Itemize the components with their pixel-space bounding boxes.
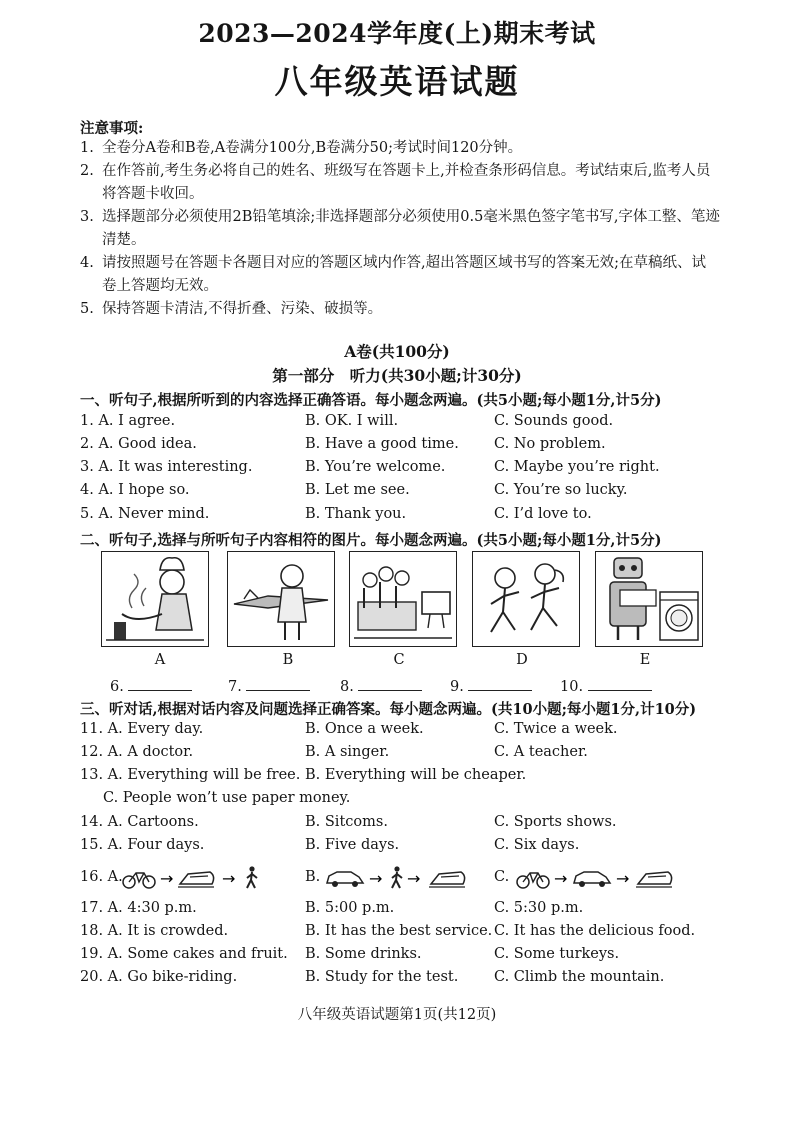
car-icon	[327, 872, 363, 887]
picture-label: B	[282, 652, 294, 668]
option-c: C. 5:30 p.m.	[494, 900, 584, 916]
bicycle-icon	[123, 873, 155, 888]
question-row	[80, 837, 730, 859]
answer-blank[interactable]	[246, 676, 310, 691]
answer-blank[interactable]	[128, 676, 192, 691]
answer-blank[interactable]	[588, 676, 652, 691]
answer-blank[interactable]	[468, 676, 532, 691]
question-row	[80, 900, 730, 922]
option-a: 5. A. Never mind.	[80, 506, 210, 522]
notice-num: 1.	[80, 140, 94, 156]
question-row	[80, 946, 730, 968]
car-icon	[574, 872, 610, 887]
option-b: B. Study for the test.	[305, 969, 459, 985]
notice-item	[80, 298, 720, 321]
option-c: C. It has the delicious food.	[494, 923, 696, 939]
option-a: 16. A.	[80, 869, 123, 885]
notice-item	[80, 160, 720, 206]
option-c: C. I’d love to.	[494, 506, 592, 522]
question-row	[80, 721, 730, 743]
option-a: 18. A. It is crowded.	[80, 923, 229, 939]
answer-blanks	[110, 676, 710, 698]
notice-num: 5.	[80, 301, 94, 317]
notice-item	[80, 252, 720, 298]
question-row	[80, 790, 730, 812]
section2-instruction: 二、听句子,选择与所听句子内容相符的图片。每小题念两遍。(共5小题;每小题1分,计5分)	[80, 532, 662, 549]
notice-text: 全卷分A卷和B卷,A卷满分100分,B卷满分50;考试时间120分钟。	[102, 140, 523, 156]
option-c: C.	[494, 869, 510, 885]
question-row	[80, 767, 730, 789]
part1-heading: 第一部分 听力(共30小题;计30分)	[272, 366, 522, 385]
option-a: 11. A. Every day.	[80, 721, 204, 737]
option-c: C. People won’t use paper money.	[103, 790, 351, 806]
arrow-icon: →	[407, 869, 421, 888]
bicycle-icon	[517, 873, 549, 888]
blank-number: 6.	[110, 679, 124, 695]
option-b: B. Five days.	[305, 837, 400, 853]
option-b: B. Some drinks.	[305, 946, 422, 962]
option-c: C. A teacher.	[494, 744, 588, 760]
option-c: C. Some turkeys.	[494, 946, 620, 962]
answer-blank[interactable]	[358, 676, 422, 691]
blank-number: 10.	[560, 679, 584, 695]
question-row	[80, 923, 730, 945]
family-watching-tv-icon	[349, 551, 457, 647]
option-b: B. It has the best service.	[305, 923, 493, 939]
section-a-heading: A卷(共100分)	[344, 342, 450, 361]
option-b: B. Let me see.	[305, 482, 410, 498]
notice-num: 4.	[80, 255, 94, 271]
question-row	[80, 482, 730, 504]
blank-number: 9.	[450, 679, 464, 695]
option-b: B.	[305, 869, 321, 885]
walking-person-icon	[247, 866, 257, 888]
walking-person-icon	[392, 866, 402, 888]
option-b: B. 5:00 p.m.	[305, 900, 395, 916]
notice-num: 3.	[80, 209, 94, 225]
option-c: C. You’re so lucky.	[494, 482, 628, 498]
question-row	[80, 413, 730, 435]
train-icon	[178, 872, 214, 887]
question-row	[80, 969, 730, 991]
option-b: B. OK. I will.	[305, 413, 399, 429]
option-c: C. Maybe you’re right.	[494, 459, 660, 475]
question-row	[80, 459, 730, 481]
section3-instruction: 三、听对话,根据对话内容及问题选择正确答案。每小题念两遍。(共10小题;每小题1分,计10分)	[80, 701, 697, 718]
option-a: 4. A. I hope so.	[80, 482, 190, 498]
notice-text: 保持答题卡清洁,不得折叠、污染、破损等。	[102, 301, 383, 317]
blank-number: 7.	[228, 679, 242, 695]
option-c: C. Sounds good.	[494, 413, 614, 429]
option-a: 2. A. Good idea.	[80, 436, 197, 452]
option-b: B. You’re welcome.	[305, 459, 446, 475]
picture-strip	[101, 551, 711, 647]
picture-label: C	[393, 652, 405, 668]
arrow-icon: →	[554, 869, 568, 888]
option-b: B. Sitcoms.	[305, 814, 388, 830]
option-a: 14. A. Cartoons.	[80, 814, 199, 830]
notice-text: 在作答前,考生务必将自己的姓名、班级写在答题卡上,并检查条形码信息。考试结束后,监考人员将答题卡收回。	[102, 163, 711, 202]
arrow-icon: →	[616, 869, 630, 888]
notice-heading: 注意事项:	[80, 120, 144, 137]
option-a: 20. A. Go bike-riding.	[80, 969, 238, 985]
train-icon	[636, 872, 672, 887]
question-row	[80, 866, 730, 892]
option-b: B. Thank you.	[305, 506, 407, 522]
route-a	[122, 866, 272, 890]
cooking-chef-icon	[101, 551, 209, 647]
option-b: B. Have a good time.	[305, 436, 459, 452]
option-a: 17. A. 4:30 p.m.	[80, 900, 197, 916]
section1-instruction: 一、听句子,根据所听到的内容选择正确答语。每小题念两遍。(共5小题;每小题1分,计5分)	[80, 392, 662, 409]
arrow-icon: →	[222, 869, 236, 888]
question-row	[80, 506, 730, 528]
exam-title: 2023—2024学年度(上)期末考试	[198, 19, 596, 48]
route-c	[516, 866, 676, 890]
robot-washing-machine-icon	[595, 551, 703, 647]
question-row	[80, 814, 730, 836]
picture-label: A	[154, 652, 166, 668]
option-b: B. Once a week.	[305, 721, 424, 737]
notice-text: 请按照题号在答题卡各题目对应的答题区域内作答,超出答题区域书写的答案无效;在草稿纸、试卷上答题均无效。	[102, 255, 706, 294]
option-c: C. Twice a week.	[494, 721, 618, 737]
option-c: C. Six days.	[494, 837, 580, 853]
option-c: C. Sports shows.	[494, 814, 617, 830]
option-a: 1. A. I agree.	[80, 413, 176, 429]
option-a: 15. A. Four days.	[80, 837, 205, 853]
page-footer: 八年级英语试题第1页(共12页)	[297, 1007, 497, 1023]
picture-label: D	[516, 652, 528, 668]
option-c: C. No problem.	[494, 436, 606, 452]
route-b	[325, 866, 475, 890]
notice-text: 选择题部分必须使用2B铅笔填涂;非选择题部分必须使用0.5毫米黑色签字笔书写,字体工整、笔迹清楚。	[102, 209, 720, 248]
notice-item	[80, 206, 720, 252]
option-a: 13. A. Everything will be free.	[80, 767, 301, 783]
notice-list	[80, 137, 720, 321]
question-row	[80, 436, 730, 458]
notice-num: 2.	[80, 163, 94, 179]
option-a: 12. A. A doctor.	[80, 744, 194, 760]
option-b: B. Everything will be cheaper.	[305, 767, 527, 783]
question-row	[80, 744, 730, 766]
arrow-icon: →	[160, 869, 174, 888]
option-b: B. A singer.	[305, 744, 390, 760]
blank-number: 8.	[340, 679, 354, 695]
option-a: 19. A. Some cakes and fruit.	[80, 946, 288, 962]
option-a: 3. A. It was interesting.	[80, 459, 253, 475]
train-icon	[429, 872, 465, 887]
option-c: C. Climb the mountain.	[494, 969, 665, 985]
notice-item	[80, 137, 720, 160]
exam-subtitle: 八年级英语试题	[274, 62, 520, 101]
arrow-icon: →	[369, 869, 383, 888]
astronaut-rocket-icon	[227, 551, 335, 647]
picture-label: E	[639, 652, 651, 668]
children-running-icon	[472, 551, 580, 647]
